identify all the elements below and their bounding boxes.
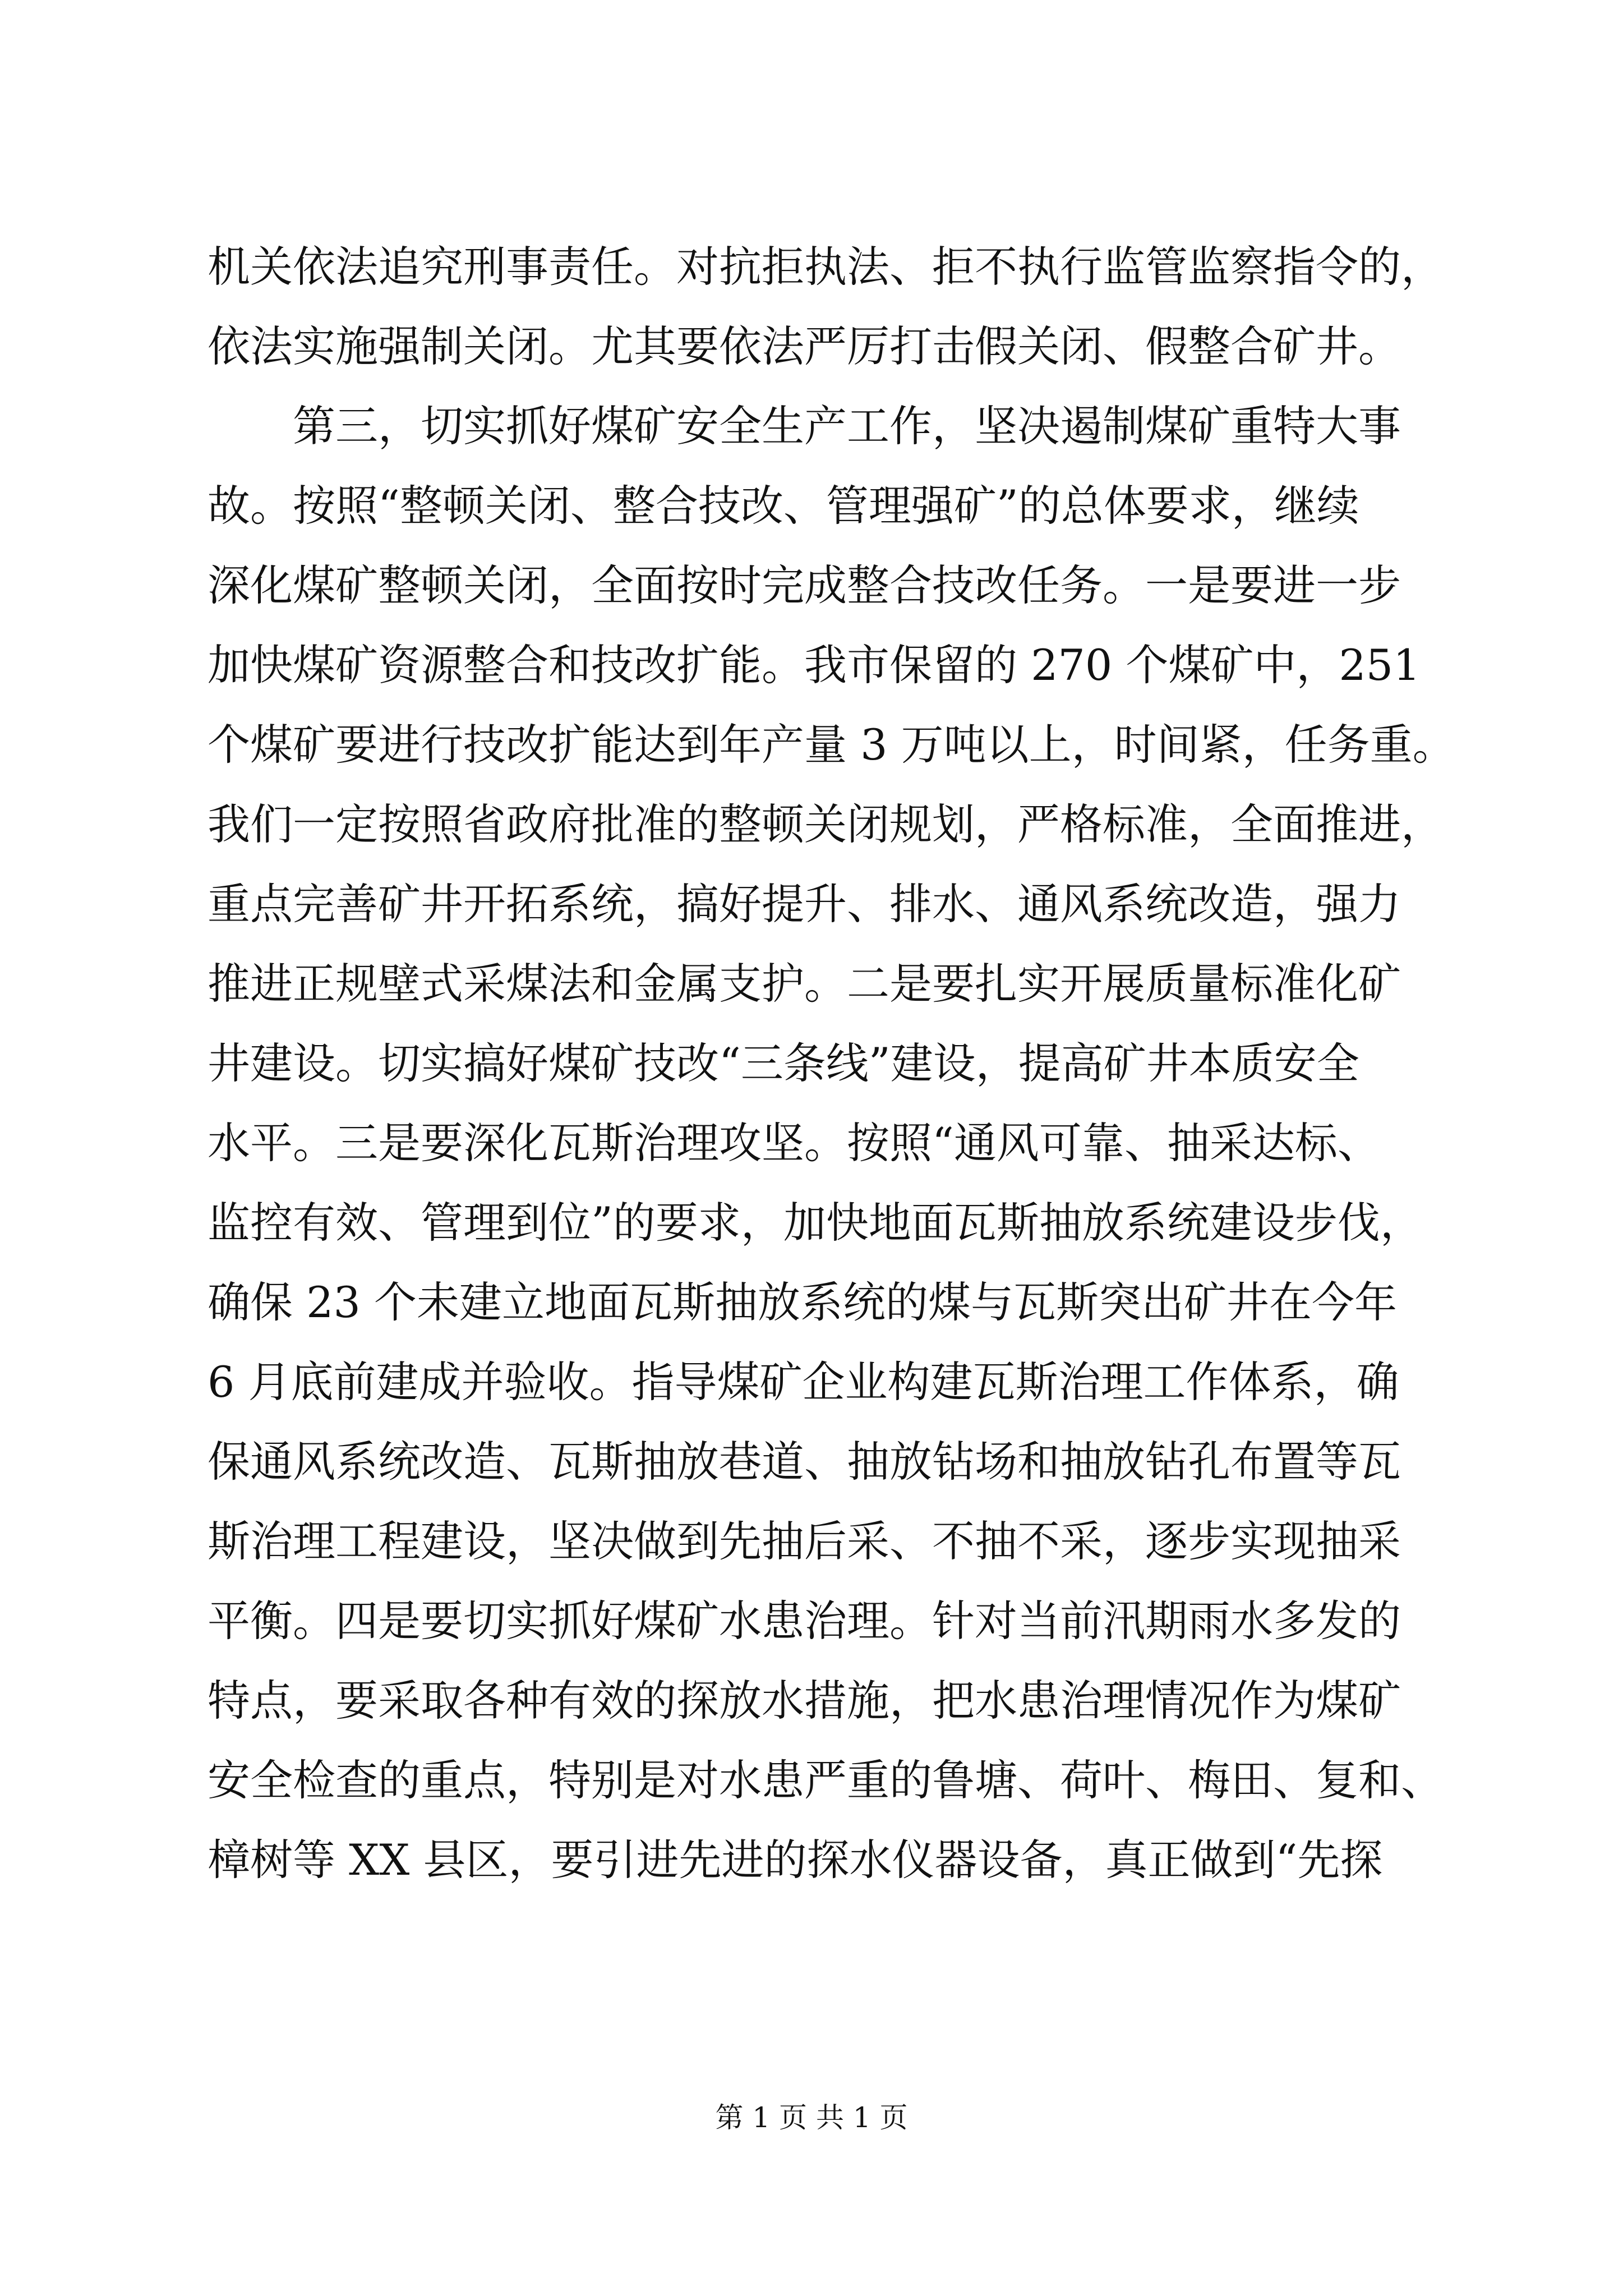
text-line-6: 加快煤矿资源整合和技改扩能。我市保留的 270 个煤矿中，251 (208, 640, 1421, 690)
text-line-15: 6 月底前建成并验收。指导煤矿企业构建瓦斯治理工作体系，确 (208, 1357, 1399, 1407)
text-line-14: 确保 23 个未建立地面瓦斯抽放系统的煤与瓦斯突出矿井在今年 (208, 1277, 1398, 1327)
text-line-21: 樟树等 XX 县区，要引进先进的探水仪器设备，真正做到“先探 (208, 1835, 1383, 1885)
text-line-17: 斯治理工程建设，坚决做到先抽后采、不抽不采，逐步实现抽采 (208, 1516, 1401, 1566)
text-line-19: 特点，要采取各种有效的探放水措施，把水患治理情况作为煤矿 (208, 1676, 1401, 1726)
text-line-10: 推进正规壁式采煤法和金属支护。二是要扎实开展质量标准化矿 (208, 959, 1401, 1009)
text-line-18: 平衡。四是要切实抓好煤矿水患治理。针对当前汛期雨水多发的 (208, 1596, 1401, 1646)
text-line-1: 机关依法追究刑事责任。对抗拒执法、拒不执行监管监察指令的， (208, 242, 1444, 292)
text-line-5: 深化煤矿整顿关闭，全面按时完成整合技改任务。一是要进一步 (208, 560, 1401, 610)
body-text (208, 227, 1455, 1900)
text-line-20: 安全检查的重点，特别是对水患严重的鲁塘、荷叶、梅田、复和、 (208, 1755, 1444, 1805)
text-line-8: 我们一定按照省政府批准的整顿关闭规划，严格标准，全面推进， (208, 799, 1444, 849)
text-line-3: 第三，切实抓好煤矿安全生产工作，坚决遏制煤矿重特大事 (208, 401, 1401, 451)
page-number-footer: 第 1 页 共 1 页 (715, 2101, 908, 2134)
text-line-4: 故。按照“整顿关闭、整合技改、管理强矿”的总体要求，继续 (208, 481, 1359, 531)
text-line-16: 保通风系统改造、瓦斯抽放巷道、抽放钻场和抽放钻孔布置等瓦 (208, 1437, 1401, 1487)
text-line-9: 重点完善矿井开拓系统，搞好提升、排水、通风系统改造，强力 (208, 879, 1401, 929)
text-line-7: 个煤矿要进行技改扩能达到年产量 3 万吨以上，时间紧，任务重。 (208, 720, 1455, 770)
text-line-11: 井建设。切实搞好煤矿技改“三条线”建设，提高矿井本质安全 (208, 1038, 1359, 1088)
text-line-12: 水平。三是要深化瓦斯治理攻坚。按照“通风可靠、抽采达标、 (208, 1118, 1380, 1168)
text-line-13: 监控有效、管理到位”的要求，加快地面瓦斯抽放系统建设步伐， (208, 1198, 1423, 1248)
text-line-2: 依法实施强制关闭。尤其要依法严厉打击假关闭、假整合矿井。 (208, 321, 1401, 371)
